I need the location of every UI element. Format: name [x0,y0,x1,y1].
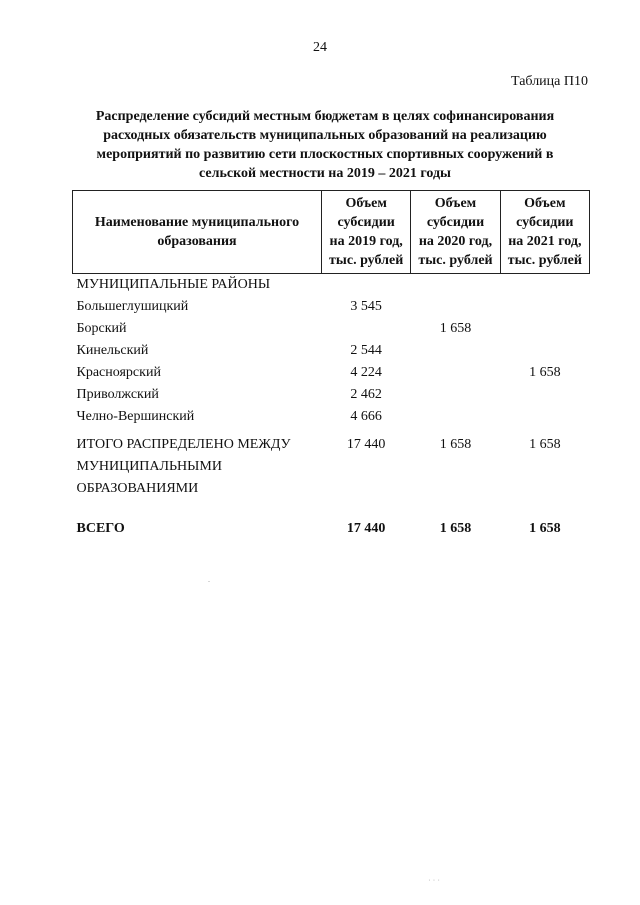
total-label [73,434,322,500]
subsidy-table [72,190,590,540]
page-number: 24 [313,40,327,55]
value-2020 [411,362,500,384]
value-2019: 4 224 [350,365,382,380]
value-2020 [411,384,500,406]
table-row [73,296,590,318]
value-2020 [411,296,500,318]
table-label: Таблица П10 [511,74,588,89]
municipality-name: Кинельский [76,343,149,358]
table-row [73,384,590,406]
scan-artifact: ˙ ˙ ˙ [428,878,440,887]
total-label-line: ИТОГО РАСПРЕДЕЛЕНО МЕЖДУ [76,437,291,452]
scan-artifact: . [208,575,210,584]
section-label: МУНИЦИПАЛЬНЫЕ РАЙОНЫ [76,277,271,292]
title-line: мероприятий по развитию сети плоскостных спортивных сооружений в [96,147,554,162]
spacer-row [73,500,590,518]
table-row [73,340,590,362]
title-line: сельской местности на 2019 – 2021 годы [199,166,451,181]
municipality-name: Красноярский [76,365,161,380]
grand-total-2019: 17 440 [346,521,386,536]
total-label-line: ОБРАЗОВАНИЯМИ [76,481,199,496]
header-2019 [322,191,411,274]
value-2021 [500,384,589,406]
document-title [80,107,570,183]
table-row [73,406,590,428]
header-2021 [500,191,589,274]
total-2019: 17 440 [346,437,386,452]
total-label-line: МУНИЦИПАЛЬНЫМИ [76,459,222,474]
value-2019 [322,318,411,340]
grand-total-2021: 1 658 [529,521,561,536]
value-2019: 2 544 [350,343,382,358]
municipality-name: Большеглушицкий [76,299,189,314]
municipality-name: Борский [76,321,127,336]
header-municipality: Наименование муниципального образования [73,191,322,274]
header-line: субсидии [426,215,485,230]
header-line: на 2019 год, [329,234,403,249]
grand-total-row [73,518,590,540]
header-line: Объем [524,196,566,211]
municipality-name: Приволжский [76,387,159,402]
grand-total-2020: 1 658 [439,521,472,536]
spacer [73,500,590,518]
title-line: расходных обязательств муниципальных образований на реализацию [103,128,547,143]
municipality-name: Челно-Вершинский [76,409,195,424]
header-line: Объем [345,196,387,211]
total-2021: 1 658 [529,437,561,452]
header-line: на 2020 год, [418,234,493,249]
value-2021 [500,406,589,428]
total-2020: 1 658 [439,437,472,452]
value-2021 [500,318,589,340]
header-line: Объем [434,196,477,211]
table-header-row [73,191,590,274]
value-2021 [500,296,589,318]
header-line: субсидии [337,215,395,230]
total-row [73,434,590,500]
value-2021 [500,340,589,362]
header-line: на 2021 год, [508,234,582,249]
header-2020 [411,191,500,274]
section-row [73,274,590,297]
value-2020: 1 658 [439,321,472,336]
table-row [73,318,590,340]
value-2019: 3 545 [350,299,382,314]
header-line: субсидии [516,215,574,230]
grand-total-label: ВСЕГО [76,521,125,536]
value-2020 [411,406,500,428]
title-line: Распределение субсидий местным бюджетам в целях софинансирования [95,109,555,124]
table-row [73,362,590,384]
value-2020 [411,340,500,362]
header-line: тыс. рублей [329,253,404,268]
value-2019: 4 666 [350,409,382,424]
header-line: тыс. рублей [507,253,582,268]
header-line: тыс. рублей [418,253,493,268]
value-2019: 2 462 [350,387,382,402]
value-2021: 1 658 [529,365,561,380]
